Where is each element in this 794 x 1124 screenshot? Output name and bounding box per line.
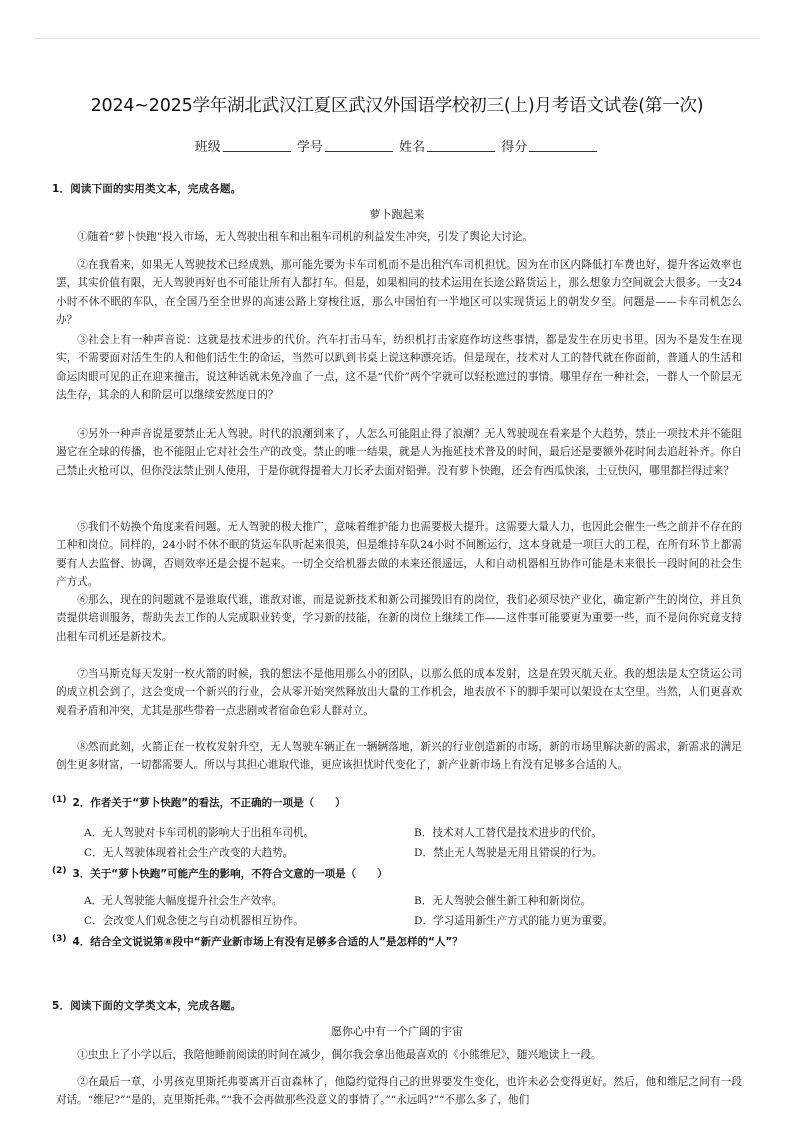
section1-paragraph-2: ②在我看来，如果无人驾驶技术已经成熟，那可能先要为卡车司机而不是出租汽车司机担忧。因为在市区内降低打车费也好，提升客运效率也罢，其实价值有限，无人驾驶再好也不可能让所有人都打车。但是，如果相同的技术运用在长途公路货运上，那么想象力空间就会大很多。一支24小时不休不眠的车队，在全国乃至全世界的高速公路上穿梭往返，那么中国怕有一半地区可以实现货运上的朝发夕至。问题是——卡车司机怎么办？ <box>56 259 742 326</box>
section1-paragraph-7: ⑦当马斯克每天发射一枚火箭的时候，我的想法不是他用那么小的团队，以那么低的成本发射，这是在毁灭航天业。我的想法是太空货运公司的成立机会到了，这会变成一个新兴的行业，会从零开始突然释放出大量的工作机会，地表放不下的脚手架可以架设在太空里。当然，人们更喜欢观看矛盾和冲突，尤其是那些带着一点悲剧或者宿命色彩人群对立。 <box>56 668 742 717</box>
q1-option-d[interactable]: D．禁止无人驾驶是无用且错误的行为。 <box>414 847 603 859</box>
section1-paragraph-6: ⑥那么，现在的问题就不是谁取代谁，谁敌对谁，而是说新技术和新公司摧毁旧有的岗位，我们必须尽快产业化，确定新产生的岗位，并且负责提供培训服务，帮助失去工作的人完成职业转变，学习新的技能，在新的岗位上继续工作——这件事可能要更为重要一些，而不是问你究竟支持出租车司机还是新技术。 <box>56 594 742 643</box>
q1-option-b[interactable]: B．技术对人工替代是技术进步的代价。 <box>414 827 602 839</box>
question-1-text: 2．作者关于“萝卜快跑”的看法，不正确的一项是（ ） <box>72 797 346 809</box>
q2-option-b[interactable]: B．无人驾驶会催生新工种和新岗位。 <box>414 895 592 907</box>
q2-option-d[interactable]: D．学习适用新生产方式的能力更为重要。 <box>414 915 614 927</box>
section2-heading: 5．阅读下面的文学类文本，完成各题。 <box>52 1000 242 1012</box>
score-label: 得分 <box>501 140 528 155</box>
section2-paragraph-1: ①虫虫上了小学以后，我陪他睡前阅读的时间在减少，偶尔我会拿出他最喜欢的《小熊维尼》，随兴地读上一段。 <box>77 1049 602 1061</box>
section1-paragraph-3: ③社会上有一种声音说：这就是技术进步的代价。汽车打击马车，纺织机打击家庭作坊这些事情，都是发生在历史书里。因为不是发生在现实，不需要面对活生生的人和他们活生生的命运，当然可以趴到书桌上说这种漂亮话。但是现在，技术对人工的替代就在你面前，普通人的生活和命运肉眼可见的正在迎来撞击，说这种话就未免冷血了一点，这不是“代价”两个字就可以轻松遮过的事情。哪里存在一种社会，一群人一个阶层无法生存，其余的人和阶层可以继续安然度日的？ <box>56 334 742 401</box>
question-1 <box>52 795 346 810</box>
page-title: 2024~2025学年湖北武汉江夏区武汉外国语学校初三(上)月考语文试卷(第一次) <box>90 96 704 116</box>
question-1-number: (1) <box>52 795 67 805</box>
section1-paragraph-5: ⑤我们不妨换个角度来看问题。无人驾驶的极大推广，意味着维护能力也需要极大提升。这需要大量人力，也因此会催生一些之前并不存在的工种和岗位。同样的，24小时不休不眠的货运车队听起来很美，但是维持车队24小时不间断运行，这本身就是一项巨大的工程，在所有环节上都需要有人去监督、协调，否则效率还是会提不起来。一切全交给机器去做的未来还很遥远，人和自动机器相互协作可能是未来很长一段时间的社会生产方式。 <box>56 521 742 588</box>
q1-option-c[interactable]: C．无人驾驶体现着社会生产改变的大趋势。 <box>84 847 294 859</box>
question-3-text: 4．结合全文说说第⑧段中“新产业新市场上有没有足够多合适的人”是怎样的“人”？ <box>72 936 463 948</box>
section2-paragraph-2: ②在最后一章，小男孩克里斯托弗要离开百亩森林了，他隐约觉得自己的世界要发生变化，也许未必会变得更好。然后，他和维尼之间有一段对话。“维尼?”“是的，克里斯托弗。”“我不会再做那些没意义的事情了。”“永远吗?”“不那么多了，他们 <box>56 1076 742 1107</box>
section2-article-title: 愿你心中有一个广阔的宇宙 <box>331 1025 463 1038</box>
question-2-text: 3．关于“萝卜快跑”可能产生的影响，不符合文意的一项是（ ） <box>72 868 388 880</box>
q2-option-c[interactable]: C．会改变人们观念使之与自动机器相互协作。 <box>84 915 304 927</box>
section1-article-title: 萝卜跑起来 <box>369 208 425 221</box>
q2-option-a[interactable]: A．无人驾驶能大幅度提升社会生产效率。 <box>84 895 283 907</box>
question-3 <box>52 934 463 949</box>
student-info-line <box>0 136 794 155</box>
question-2-number: (2) <box>52 866 67 876</box>
section1-heading: 1．阅读下面的实用类文本，完成各题。 <box>52 183 242 195</box>
student-id-label: 学号 <box>296 140 323 155</box>
section1-paragraph-4: ④另外一种声音说是要禁止无人驾驶。时代的浪潮到来了，人怎么可能阻止得了浪潮？无人驾驶现在看来是个大趋势，禁止一项技术并不能阻遏它在全球的传播，也不能阻止它对社会生产的改变。禁止的唯一结果，就是人为拖延技术普及的时间，最后还是要额外花时间去追赶补齐。你自己禁止火枪可以，但你没法禁止别人使用，于是你就得提着大刀长矛去面对铅弹。没有萝卜快跑，还会有西瓜快滚，土豆快闪，哪里都拦得过来？ <box>56 428 742 477</box>
section1-paragraph-8: ⑧然而此刻，火箭正在一枚枚发射升空，无人驾驶车辆正在一辆辆落地，新兴的行业创造新的市场，新的市场里解决新的需求，新需求的满足创生更多财富，一切都需要人。所以与其担心谁取代谁，更应该担忧时代变化了，新产业新市场上有没有足够多合适的人。 <box>56 741 742 772</box>
header-rule <box>34 38 760 39</box>
question-2 <box>52 866 388 881</box>
name-label: 姓名 <box>399 140 426 155</box>
question-3-number: (3) <box>52 934 67 944</box>
class-blank[interactable] <box>223 141 291 152</box>
name-blank[interactable] <box>427 141 495 152</box>
q1-option-a[interactable]: A．无人驾驶对卡车司机的影响大于出租车司机。 <box>84 827 315 839</box>
class-label: 班级 <box>194 140 221 155</box>
score-blank[interactable] <box>529 141 597 152</box>
section1-paragraph-1: ①随着“萝卜快跑”投入市场，无人驾驶出租车和出租车司机的利益发生冲突，引发了舆论大讨论。 <box>77 231 533 243</box>
student-id-blank[interactable] <box>325 141 393 152</box>
